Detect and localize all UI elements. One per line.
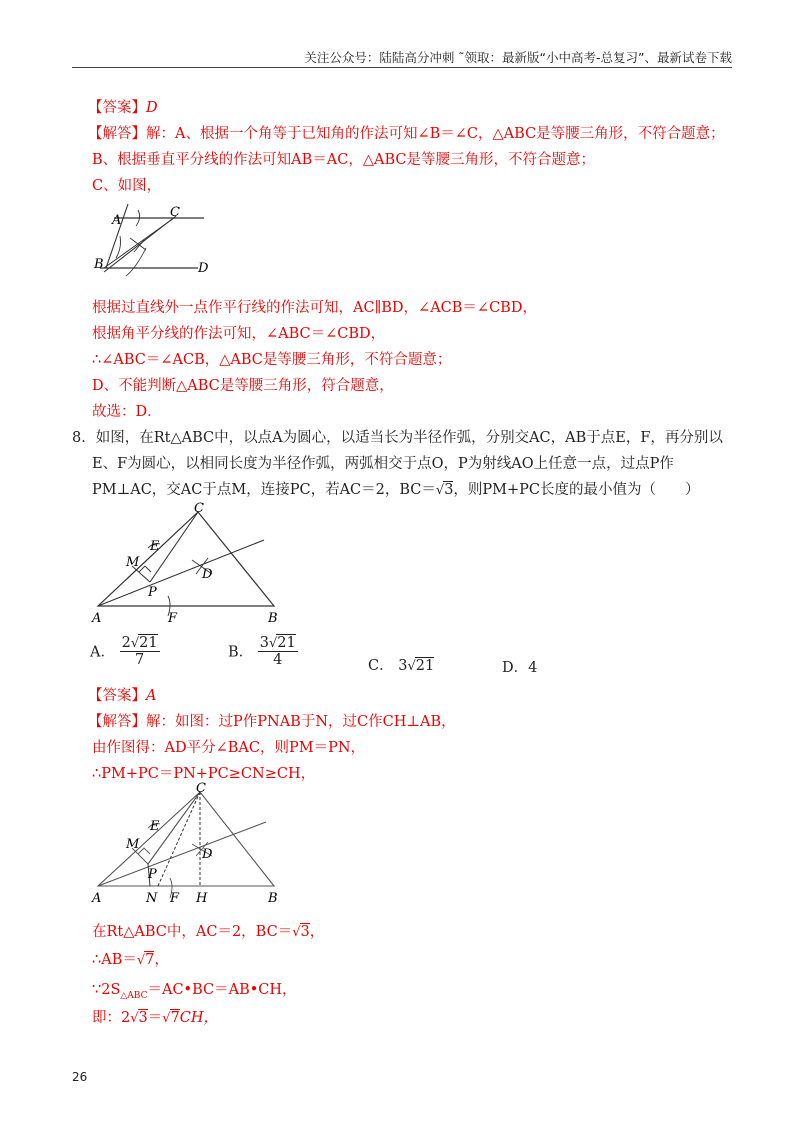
q8-solution-line3: ∴PM+PC＝PN+PC≥CN≥CH， [92,766,316,782]
q7-answer: 【答案】D [88,100,158,116]
q8-choice-b[interactable]: B． $\frac{3√21}{4}$ [228,635,296,668]
q7-solution-line1: 【解答】解：A、根据一个角等于已知角的作法可知∠B＝∠C，△ABC是等腰三角形，不符合题意； [88,126,725,142]
q8-solution-line7: 即：2√3＝√7CH， [92,1010,219,1026]
q8-fig-label-b: B [268,611,278,626]
q7-solution-line8: 故选：D． [92,404,162,420]
page-header: 关注公众号：陆陆高分冲刺 ˜领取：最新版“小中高考-总复习”、最新试卷下载 [304,50,732,65]
q8-question-line1: 8．如图，在Rt△ABC中，以点A为圆心，以适当长为半径作弧，分别交AC，AB于点E，F，再分别以 [72,430,723,446]
q8s-fig-label-h: H [196,891,208,906]
q8-answer: 【答案】A [88,688,157,704]
q8-solution-line6: $\because 2S_{\triangle ABC}=AC•BC=AB•CH$， [92,982,297,1001]
q8-solution-line2: 由作图得：AD平分∠BAC，则PM＝PN， [92,740,366,756]
page-number: 26 [72,1070,88,1084]
q7-fig-label-d: D [198,261,209,276]
q8s-fig-label-n: N [146,891,158,906]
q7-solution-line6: ∴∠ABC＝∠ACB，△ABC是等腰三角形，不符合题意； [92,352,452,368]
q7-solution-line7: D、不能判断△ABC是等腰三角形，符合题意， [92,378,394,394]
q7-solution-line2: B、根据垂直平分线的作法可知AB＝AC，△ABC是等腰三角形，不符合题意； [92,152,595,168]
q8-solution-line5: ∴AB＝√7， [92,952,169,968]
q7-solution-line4: 根据过直线外一点作平行线的作法可知，AC∥BD，∠ACB＝∠CBD， [92,300,537,316]
q8-solution-line4: 在Rt△ABC中，AC＝2，BC＝√3， [92,924,325,940]
q8-solution-line1: 【解答】解：如图：过P作PNAB于N，过C作CH⊥AB， [88,714,456,730]
q8-figure [88,500,288,630]
q8-fig-label-f: F [168,611,178,626]
header-divider [72,67,732,68]
q7-figure [86,198,226,286]
q7-fig-label-c: C [170,205,180,220]
q8s-fig-label-d: D [202,847,213,862]
q8s-fig-label-f: F [170,891,180,906]
q8-fig-label-d: D [202,567,213,582]
q8-question-line2: E、F为圆心，以相同长度为半径作弧，两弧相交于点O，P为射线AO上任意一点，过点P作 [92,456,674,472]
q8s-fig-label-a: A [92,891,102,906]
q8-fig-label-m: M [126,555,140,570]
q8s-fig-label-p: P [148,867,157,882]
q7-fig-label-a: A [112,213,122,228]
q8-solution-figure [88,782,288,912]
q7-solution-line3: C、如图， [92,178,162,194]
q8s-fig-label-m: M [126,837,140,852]
q8-choice-d[interactable]: D．4 [502,660,538,676]
q8-fig-label-c: C [194,501,204,516]
q8s-fig-label-b: B [268,891,278,906]
q7-solution-line5: 根据角平分线的作法可知，∠ABC＝∠CBD， [92,326,386,342]
q8s-fig-label-e: E [150,819,160,834]
q8-fig-label-e: E [150,539,160,554]
q8-choice-a[interactable]: A． $\frac{2√21}{7}$ [90,635,158,668]
q8-choice-c[interactable]: C． 3√21 [368,658,435,674]
q8-fig-label-a: A [92,611,102,626]
q8s-fig-label-c: C [196,782,206,796]
q8-fig-label-p: P [148,585,157,600]
q8-question-line3: PM⊥AC，交AC于点M，连接PC，若AC＝2，BC＝√3，则PM+PC长度的最小值为（ ） [92,482,700,498]
q7-fig-label-b: B [94,257,104,272]
